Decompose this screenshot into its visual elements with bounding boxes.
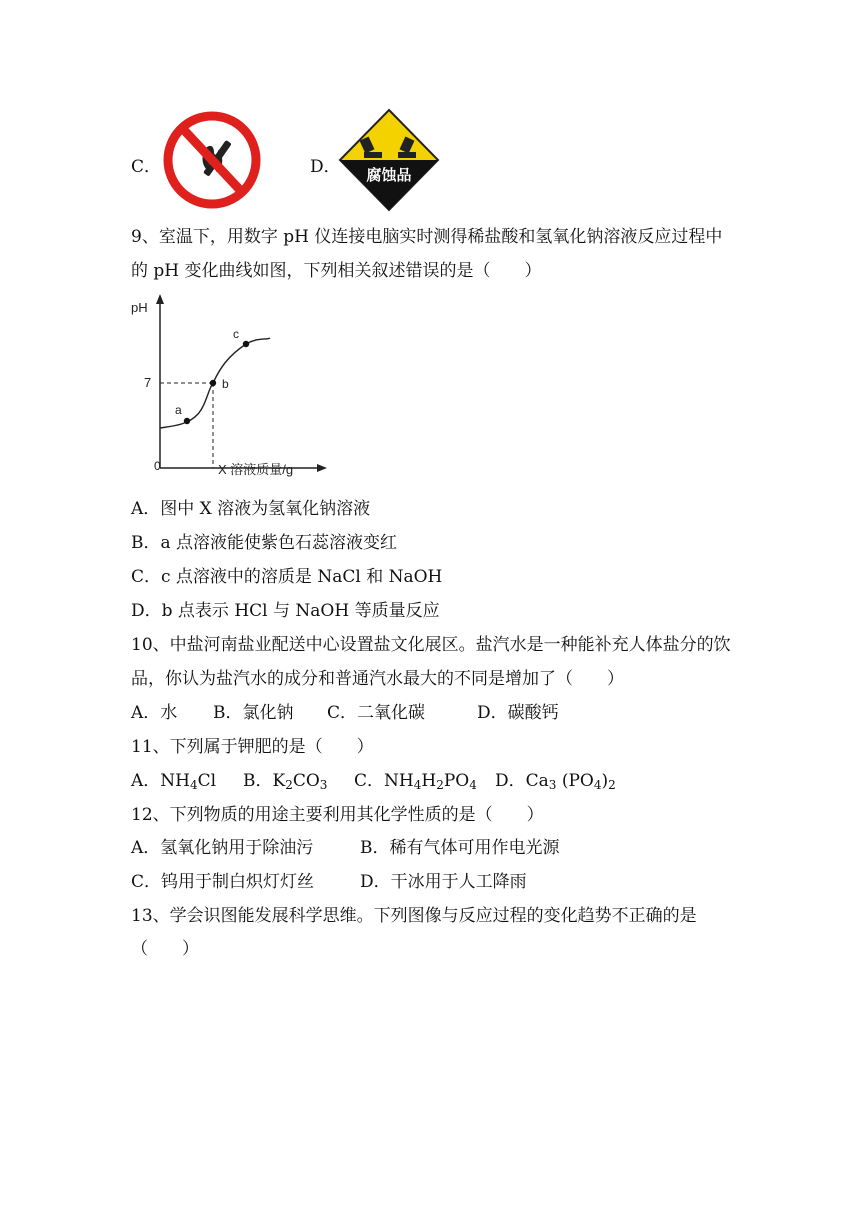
point-a-label: a — [175, 403, 182, 417]
q9-stem-line1: 9、室温下，用数字 pH 仪连接电脑实时测得稀盐酸和氢氧化钠溶液反应过程中 — [131, 227, 723, 247]
q9-option-d: D．b 点表示 HCl 与 NaOH 等质量反应 — [131, 601, 440, 621]
point-b — [210, 380, 216, 386]
x-axis-label: X 溶液质量/g — [218, 462, 294, 477]
y-axis-label: pH — [131, 300, 148, 315]
q12-option-c: C．钨用于制白炽灯灯丝 — [131, 872, 315, 892]
q10-stem-line1: 10、中盐河南盐业配送中心设置盐文化展区。盐汽水是一种能补充人体盐分的饮 — [131, 635, 731, 655]
no-fire-sign-icon — [162, 110, 262, 214]
q10-option-d: D．碳酸钙 — [477, 703, 559, 723]
option-c-label: C． — [131, 157, 162, 177]
q10-option-c: C．二氧化碳 — [327, 703, 426, 723]
q9-option-b: B．a 点溶液能使紫色石蕊溶液变红 — [131, 533, 398, 553]
point-b-label: b — [222, 377, 229, 391]
q9-option-a: A．图中 X 溶液为氢氧化钠溶液 — [131, 499, 371, 519]
q11-stem: 11、下列属于钾肥的是（ ） — [131, 737, 374, 757]
q11-option-d: D．$Ca_3$ $(PO_4)_2$ — [495, 771, 616, 792]
ph-curve-chart — [128, 290, 328, 480]
q13-stem-line2: （ ） — [131, 939, 199, 959]
origin-label: 0 — [154, 459, 161, 473]
q11-option-b: B．$K_2CO_3$ — [243, 771, 328, 792]
q13-stem-line1: 13、学会识图能发展科学思维。下列图像与反应过程的变化趋势不正确的是 — [131, 906, 697, 926]
x-axis-arrow — [317, 464, 327, 472]
q10-option-b: B．氯化钠 — [213, 703, 294, 723]
q12-option-d: D．干冰用于人工降雨 — [360, 872, 527, 892]
point-c-label: c — [233, 327, 239, 341]
q10-stem-line2: 品，你认为盐汽水的成分和普通汽水最大的不同是增加了（ ） — [131, 669, 624, 689]
q12-stem: 12、下列物质的用途主要利用其化学性质的是（ ） — [131, 805, 544, 825]
q9-stem-line2: 的 pH 变化曲线如图，下列相关叙述错误的是（ ） — [131, 261, 542, 281]
option-d-label: D． — [310, 157, 341, 177]
q10-option-a: A．水 — [131, 703, 178, 723]
q9-option-c: C．c 点溶液中的溶质是 NaCl 和 NaOH — [131, 567, 443, 587]
corrosive-sign-text: 腐蚀品 — [366, 166, 412, 184]
y-axis-arrow — [156, 294, 164, 304]
q11-option-c: C．$NH_4H_2PO_4$ — [354, 771, 477, 792]
corrosive-sign-icon — [338, 108, 440, 216]
point-c — [243, 341, 249, 347]
y-tick-7: 7 — [144, 375, 152, 390]
q12-option-b: B．稀有气体可用作电光源 — [360, 838, 560, 858]
q11-option-a: A．$NH_4Cl$ — [131, 771, 217, 792]
point-a — [184, 418, 190, 424]
q12-option-a: A．氢氧化钠用于除油污 — [131, 838, 314, 858]
